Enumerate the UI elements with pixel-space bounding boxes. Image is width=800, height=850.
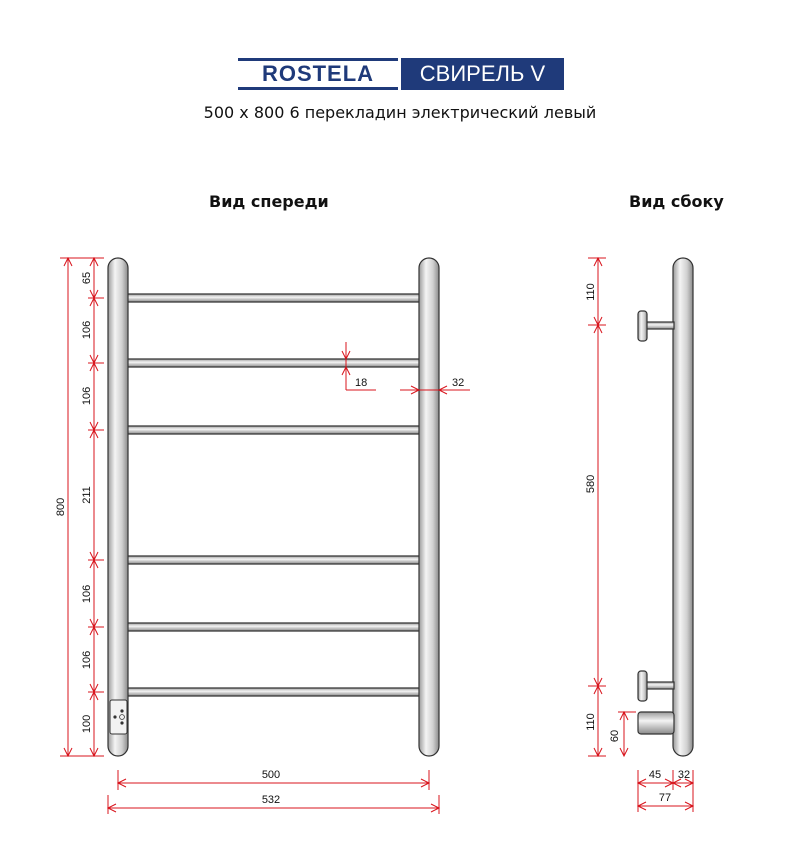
left-pipe [108, 258, 128, 756]
dim-segment-4: 211 [81, 486, 93, 504]
dim-segment-6: 106 [81, 650, 93, 670]
front-view-title: Вид спереди [209, 192, 329, 211]
logo-brand-text: ROSTELA [238, 58, 398, 90]
product-subtitle: 500 x 800 6 перекладин электрический левый [203, 103, 597, 122]
dim-side-offset: 45 [648, 769, 662, 781]
bottom-wall-bracket [638, 671, 674, 701]
dim-rail-spacing: 18 [355, 377, 368, 389]
rung-3 [122, 426, 424, 434]
dim-segment-2: 106 [81, 320, 93, 340]
side-view-title: Вид сбоку [629, 192, 724, 211]
rung-2 [122, 359, 424, 367]
rung-4 [122, 556, 424, 564]
dim-side-top: 110 [585, 283, 597, 301]
logo-model-name: СВИРЕЛЬ V [401, 58, 564, 90]
dim-width-outer: 532 [261, 794, 281, 806]
dim-segment-3: 106 [81, 386, 93, 406]
dim-tube-diameter: 32 [452, 377, 465, 389]
dim-width-inner: 500 [261, 769, 281, 781]
dim-segment-7: 100 [81, 714, 93, 734]
dim-segment-5: 106 [81, 584, 93, 604]
heater-connector [638, 712, 674, 734]
side-vertical-dimensions [588, 258, 636, 756]
dim-side-tube: 32 [677, 769, 691, 781]
dim-total-height: 800 [55, 497, 67, 517]
dim-side-bottom: 110 [585, 713, 597, 731]
dim-segment-1: 65 [81, 271, 93, 285]
dim-connector: 60 [609, 729, 621, 743]
rung-6 [122, 688, 424, 696]
front-view [55, 258, 470, 814]
rungs [122, 294, 424, 696]
side-pipe [673, 258, 693, 756]
side-view [585, 258, 693, 812]
dim-side-depth: 77 [658, 792, 672, 804]
heating-control-icon [110, 700, 127, 734]
rung-1 [122, 294, 424, 302]
dim-side-middle: 580 [585, 474, 597, 494]
rung-5 [122, 623, 424, 631]
right-pipe [419, 258, 439, 756]
top-wall-bracket [638, 311, 674, 341]
